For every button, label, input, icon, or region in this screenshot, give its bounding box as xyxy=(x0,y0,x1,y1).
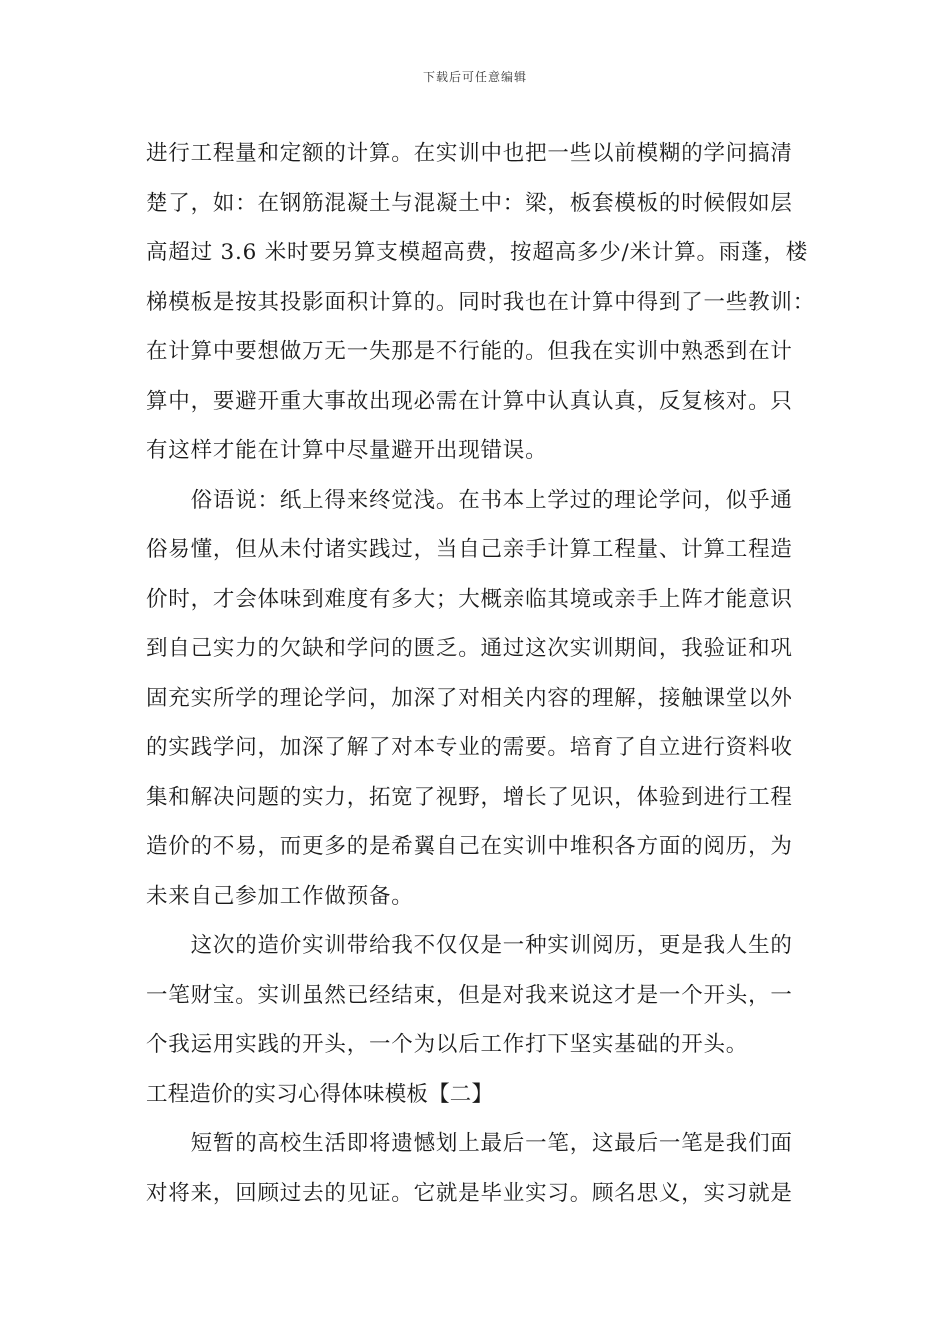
paragraph-line: 这次的造价实训带给我不仅仅是一种实训阅历，更是我人生的 xyxy=(146,933,793,958)
paragraph-line: 未来自己参加工作做预备。 xyxy=(146,883,414,909)
paragraph-line: 一笔财宝。实训虽然已经结束，但是对我来说这才是一个开头，一 xyxy=(146,982,793,1008)
paragraph-line: 价时，才会体味到难度有多大；大概亲临其境或亲手上阵才能意识 xyxy=(146,586,793,612)
paragraph-line: 进行工程量和定额的计算。在实训中也把一些以前模糊的学问搞清 xyxy=(146,141,793,166)
document-body xyxy=(146,132,816,1221)
paragraph-line: 梯模板是按其投影面积计算的。同时我也在计算中得到了一些教训： xyxy=(146,289,816,315)
paragraph-line: 俗语说：纸上得来终觉浅。在书本上学过的理论学问，似乎通 xyxy=(146,487,793,513)
section-heading: 工程造价的实习心得体味模板【二】 xyxy=(146,1081,494,1107)
paragraph-line: 有这样才能在计算中尽量避开出现错误。 xyxy=(146,438,548,463)
paragraph-line: 短暂的高校生活即将遗憾划上最后一笔，这最后一笔是我们面 xyxy=(146,1131,793,1156)
paragraph-line: 算中，要避开重大事故出现必需在计算中认真认真，反复核对。只 xyxy=(146,388,793,414)
paragraph-line: 高超过 3.6 米时要另算支模超高费，按超高多少/米计算。雨蓬，楼 xyxy=(146,240,809,265)
paragraph-line: 俗易懂，但从未付诸实践过，当自己亲手计算工程量、计算工程造 xyxy=(146,537,793,562)
paragraph-line: 在计算中要想做万无一失那是不行能的。但我在实训中熟悉到在计 xyxy=(146,339,793,364)
paragraph-line: 到自己实力的欠缺和学问的匮乏。通过这次实训期间，我验证和巩 xyxy=(146,636,793,661)
paragraph-line: 固充实所学的理论学问，加深了对相关内容的理解，接触课堂以外 xyxy=(146,685,793,711)
paragraph-line: 个我运用实践的开头，一个为以后工作打下坚实基础的开头。 xyxy=(146,1032,749,1057)
paragraph-line: 造价的不易，而更多的是希翼自己在实训中堆积各方面的阅历，为 xyxy=(146,834,793,859)
paragraph-line: 对将来，回顾过去的见证。它就是毕业实习。顾名思义，实习就是 xyxy=(146,1180,793,1206)
paragraph-line: 楚了，如：在钢筋混凝土与混凝土中：梁，板套模板的时候假如层 xyxy=(146,190,793,216)
paragraph-line: 的实践学问，加深了解了对本专业的需要。培育了自立进行资料收 xyxy=(146,735,793,760)
paragraph-line: 集和解决问题的实力，拓宽了视野，增长了见识，体验到进行工程 xyxy=(146,784,793,810)
page-header: 下载后可任意编辑 xyxy=(422,70,527,84)
